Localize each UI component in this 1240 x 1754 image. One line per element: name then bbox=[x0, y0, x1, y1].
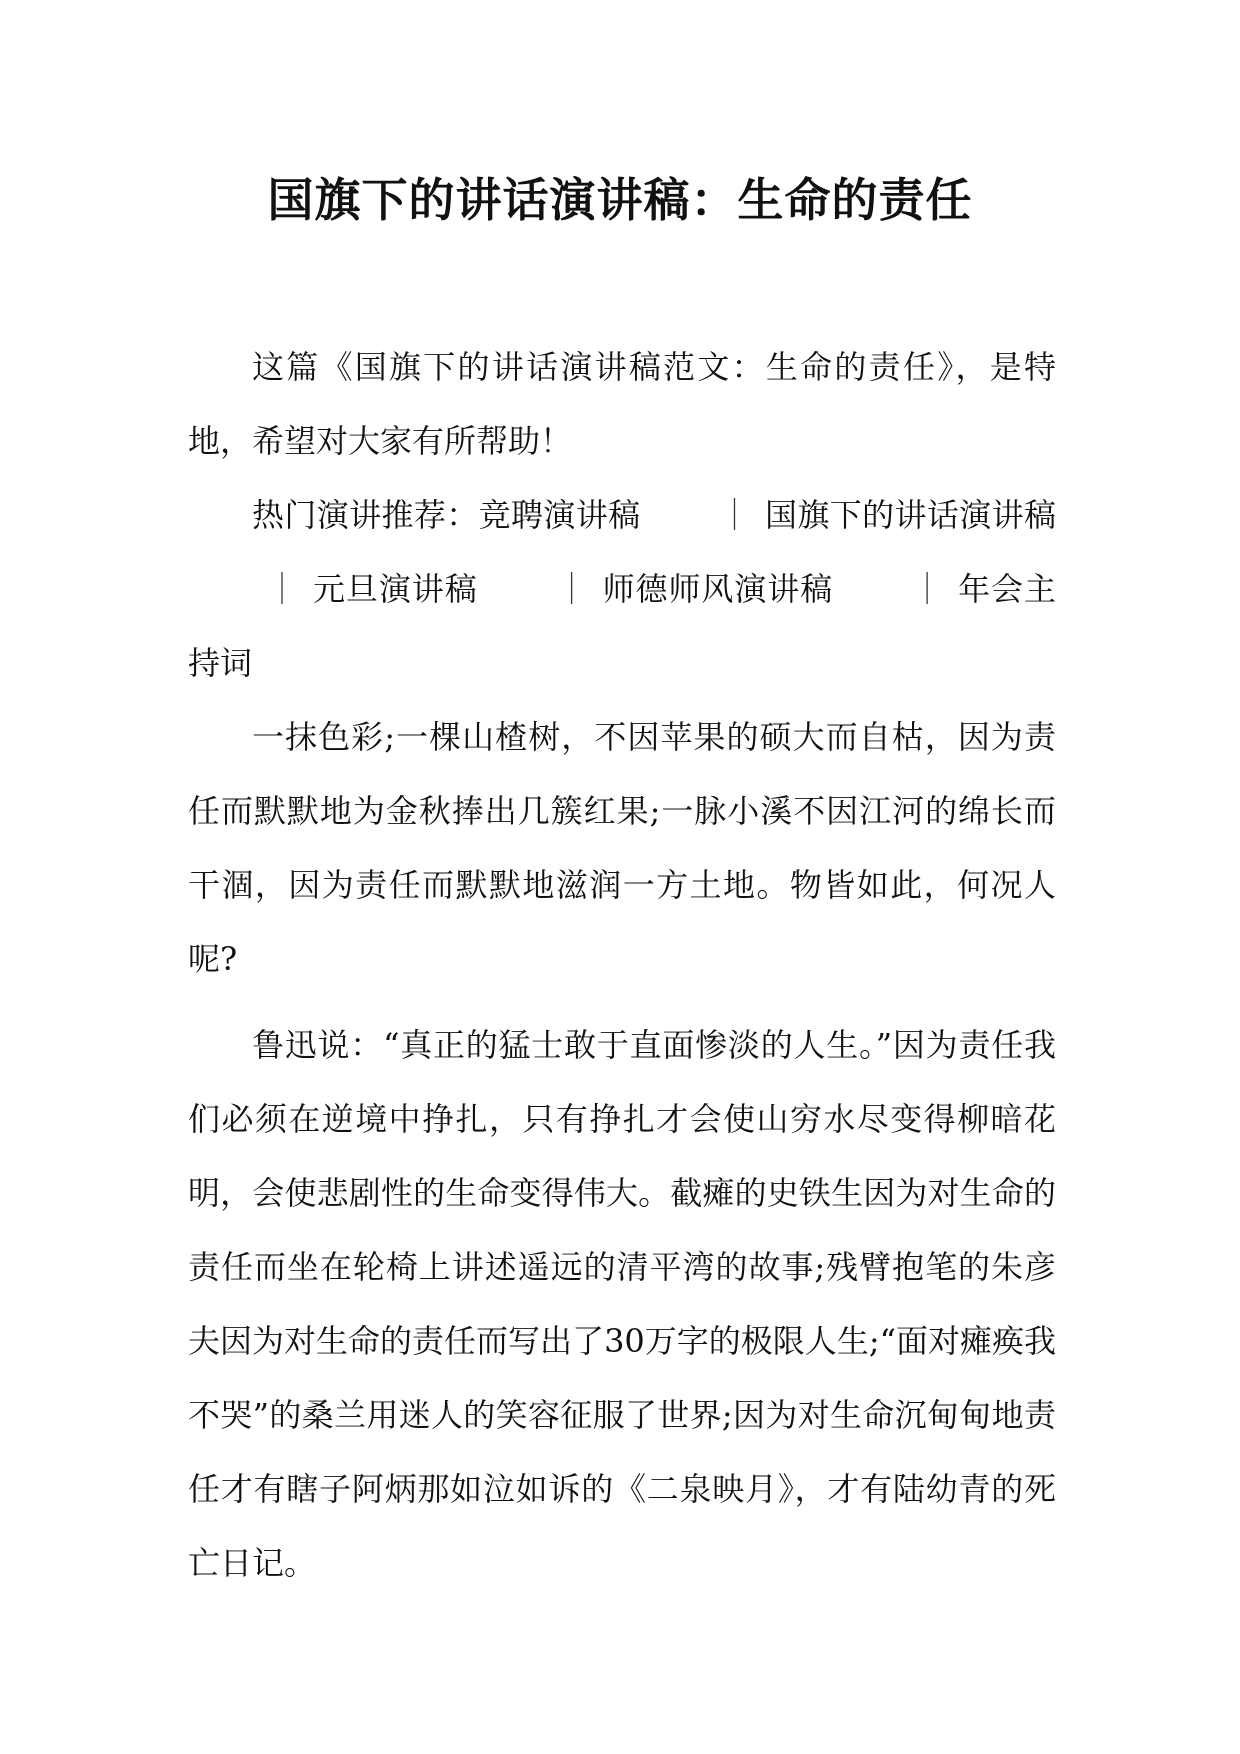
body-paragraph-2: 鲁迅说：“真正的猛士敢于直面惨淡的人生。”因为责任我们必须在逆境中挣扎，只有挣扎才会使山穷水尽变得柳暗花明，会使悲剧性的生命变得伟大。截瘫的史铁生因为对生命的责任而坐在轮椅上讲述遥远的清平湾的故事;残臂抱笔的朱彦夫因为对生命的责任而写出了30万字的极限人生;“面对瘫痪我不哭”的桑兰用迷人的笑容征服了世界;因为对生命沉甸甸地责任才有瞎子阿炳那如泣如诉的《二泉映月》，才有陆幼青的死亡日记。 bbox=[188, 1026, 1056, 1582]
body-paragraph-1: 一抹色彩;一棵山楂树，不因苹果的硕大而自枯，因为责任而默默地为金秋捧出几簇红果;一脉小溪不因江河的绵长而干涸，因为责任而默默地滋润一方土地。物皆如此，何况人呢? bbox=[188, 718, 1056, 978]
separator-3: ｜ bbox=[555, 570, 588, 608]
hot-recommendations bbox=[188, 478, 1056, 700]
separator-4: ｜ bbox=[911, 570, 944, 608]
document-title: 国旗下的讲话演讲稿：生命的责任 bbox=[267, 173, 973, 227]
hot-link-2[interactable]: 国旗下的讲话演讲稿 bbox=[764, 496, 1056, 534]
hot-link-1[interactable]: 竞聘演讲稿 bbox=[478, 496, 641, 534]
hot-label: 热门演讲推荐： bbox=[252, 496, 479, 534]
separator-2: ｜ bbox=[266, 570, 299, 608]
hot-link-3[interactable]: 元旦演讲稿 bbox=[312, 570, 478, 608]
separator-1: ｜ bbox=[718, 496, 751, 534]
hot-link-4[interactable]: 师德师风演讲稿 bbox=[601, 570, 834, 608]
intro-paragraph: 这篇《国旗下的讲话演讲稿范文：生命的责任》，是特地，希望对大家有所帮助！ bbox=[188, 348, 1056, 460]
hot-link-5[interactable]: 年会主持词 bbox=[188, 570, 1056, 682]
